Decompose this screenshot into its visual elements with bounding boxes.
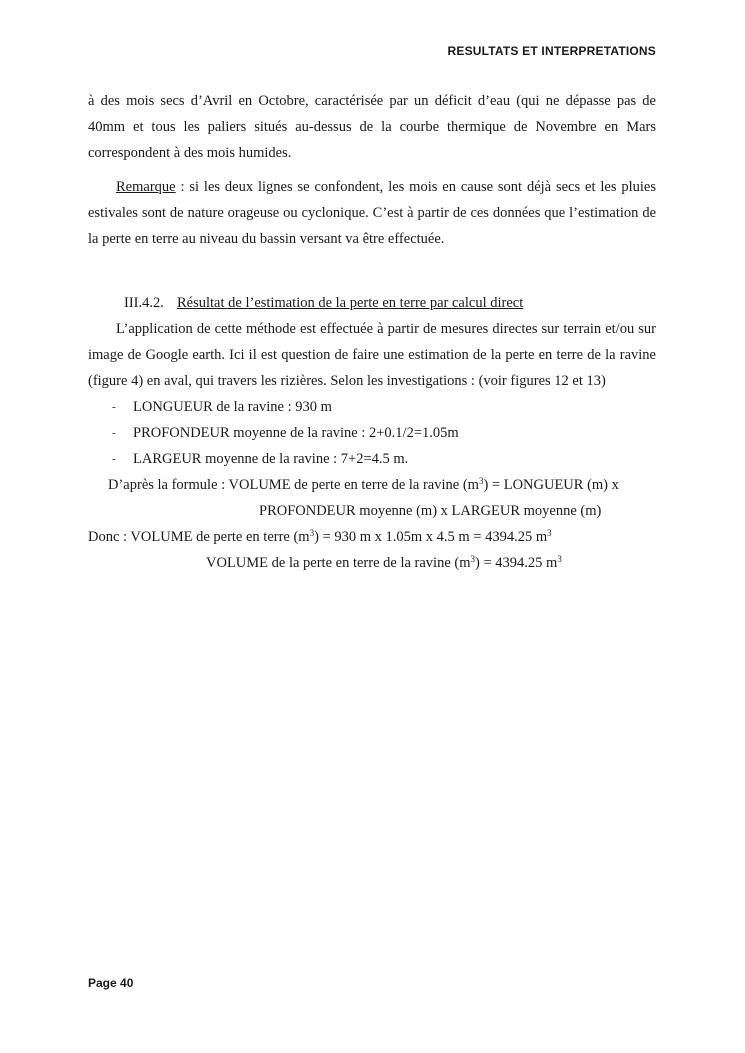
list-item-text: PROFONDEUR moyenne de la ravine : 2+0.1/2=1.05m [133, 425, 459, 441]
list-item [88, 394, 656, 420]
section-number: III.4.2. [124, 295, 164, 311]
section-title: Résultat de l’estimation de la perte en terre par calcul direct [177, 295, 524, 311]
bullet-dash: - [112, 401, 116, 413]
remark-text: : si les deux lignes se confondent, les mois en cause sont déjà secs et les pluies estivales sont de nature orageuse ou cyclonique. C’est à partir de ces données que l’estimation de la perte en terre au niveau du bassin versant va être effectuée. [88, 179, 656, 247]
formula-line-2: PROFONDEUR moyenne (m) x LARGEUR moyenne (m) [259, 503, 602, 519]
formula-text: D’après la formule : VOLUME de perte en terre de la ravine (m [108, 477, 479, 493]
running-header: RESULTATS ET INTERPRETATIONS [447, 44, 656, 58]
formula-text: ) = 4394.25 m [475, 555, 558, 571]
paragraph-dry-months: à des mois secs d’Avril en Octobre, caractérisée par un déficit d’eau (qui ne dépasse pas de 40mm et tous les paliers situés au-dessus de la courbe thermique de Novembre en Mars correspondent à des mois humides. [88, 93, 656, 161]
list-item-text: LARGEUR moyenne de la ravine : 7+2=4.5 m. [133, 451, 409, 467]
list-item [88, 446, 656, 472]
formula-text: Donc : VOLUME de perte en terre (m [88, 529, 310, 545]
bullet-dash: - [112, 453, 116, 465]
section-heading [88, 290, 656, 316]
page-number: Page 40 [88, 976, 134, 990]
remark-paragraph [88, 174, 656, 252]
superscript: 3 [309, 528, 315, 538]
superscript: 3 [547, 528, 552, 538]
superscript: 3 [470, 554, 476, 564]
bullet-dash: - [112, 427, 116, 439]
formula-text: VOLUME de la perte en terre de la ravine (m [206, 555, 471, 571]
list-item [88, 420, 656, 446]
list-item-text: LONGUEUR de la ravine : 930 m [133, 399, 332, 415]
page-body [88, 88, 656, 576]
superscript: 3 [557, 554, 562, 564]
remark-label: Remarque [116, 179, 176, 195]
formula-result [88, 550, 656, 576]
formula-line-1 [88, 472, 656, 498]
paragraph-method: L’application de cette méthode est effectuée à partir de mesures directes sur terrain et/ou sur image de Google earth. Ici il est question de faire une estimation de la perte en terre de la ravine (figure 4) en aval, qui travers les rizières. Selon les investigations : (voir figures 12 et 13) [88, 321, 656, 389]
measurement-list [88, 394, 656, 472]
formula-text: ) = LONGUEUR (m) x [483, 477, 619, 493]
superscript: 3 [478, 476, 484, 486]
formula-text: ) = 930 m x 1.05m x 4.5 m = 4394.25 m [314, 529, 548, 545]
formula-line-3 [88, 524, 656, 550]
